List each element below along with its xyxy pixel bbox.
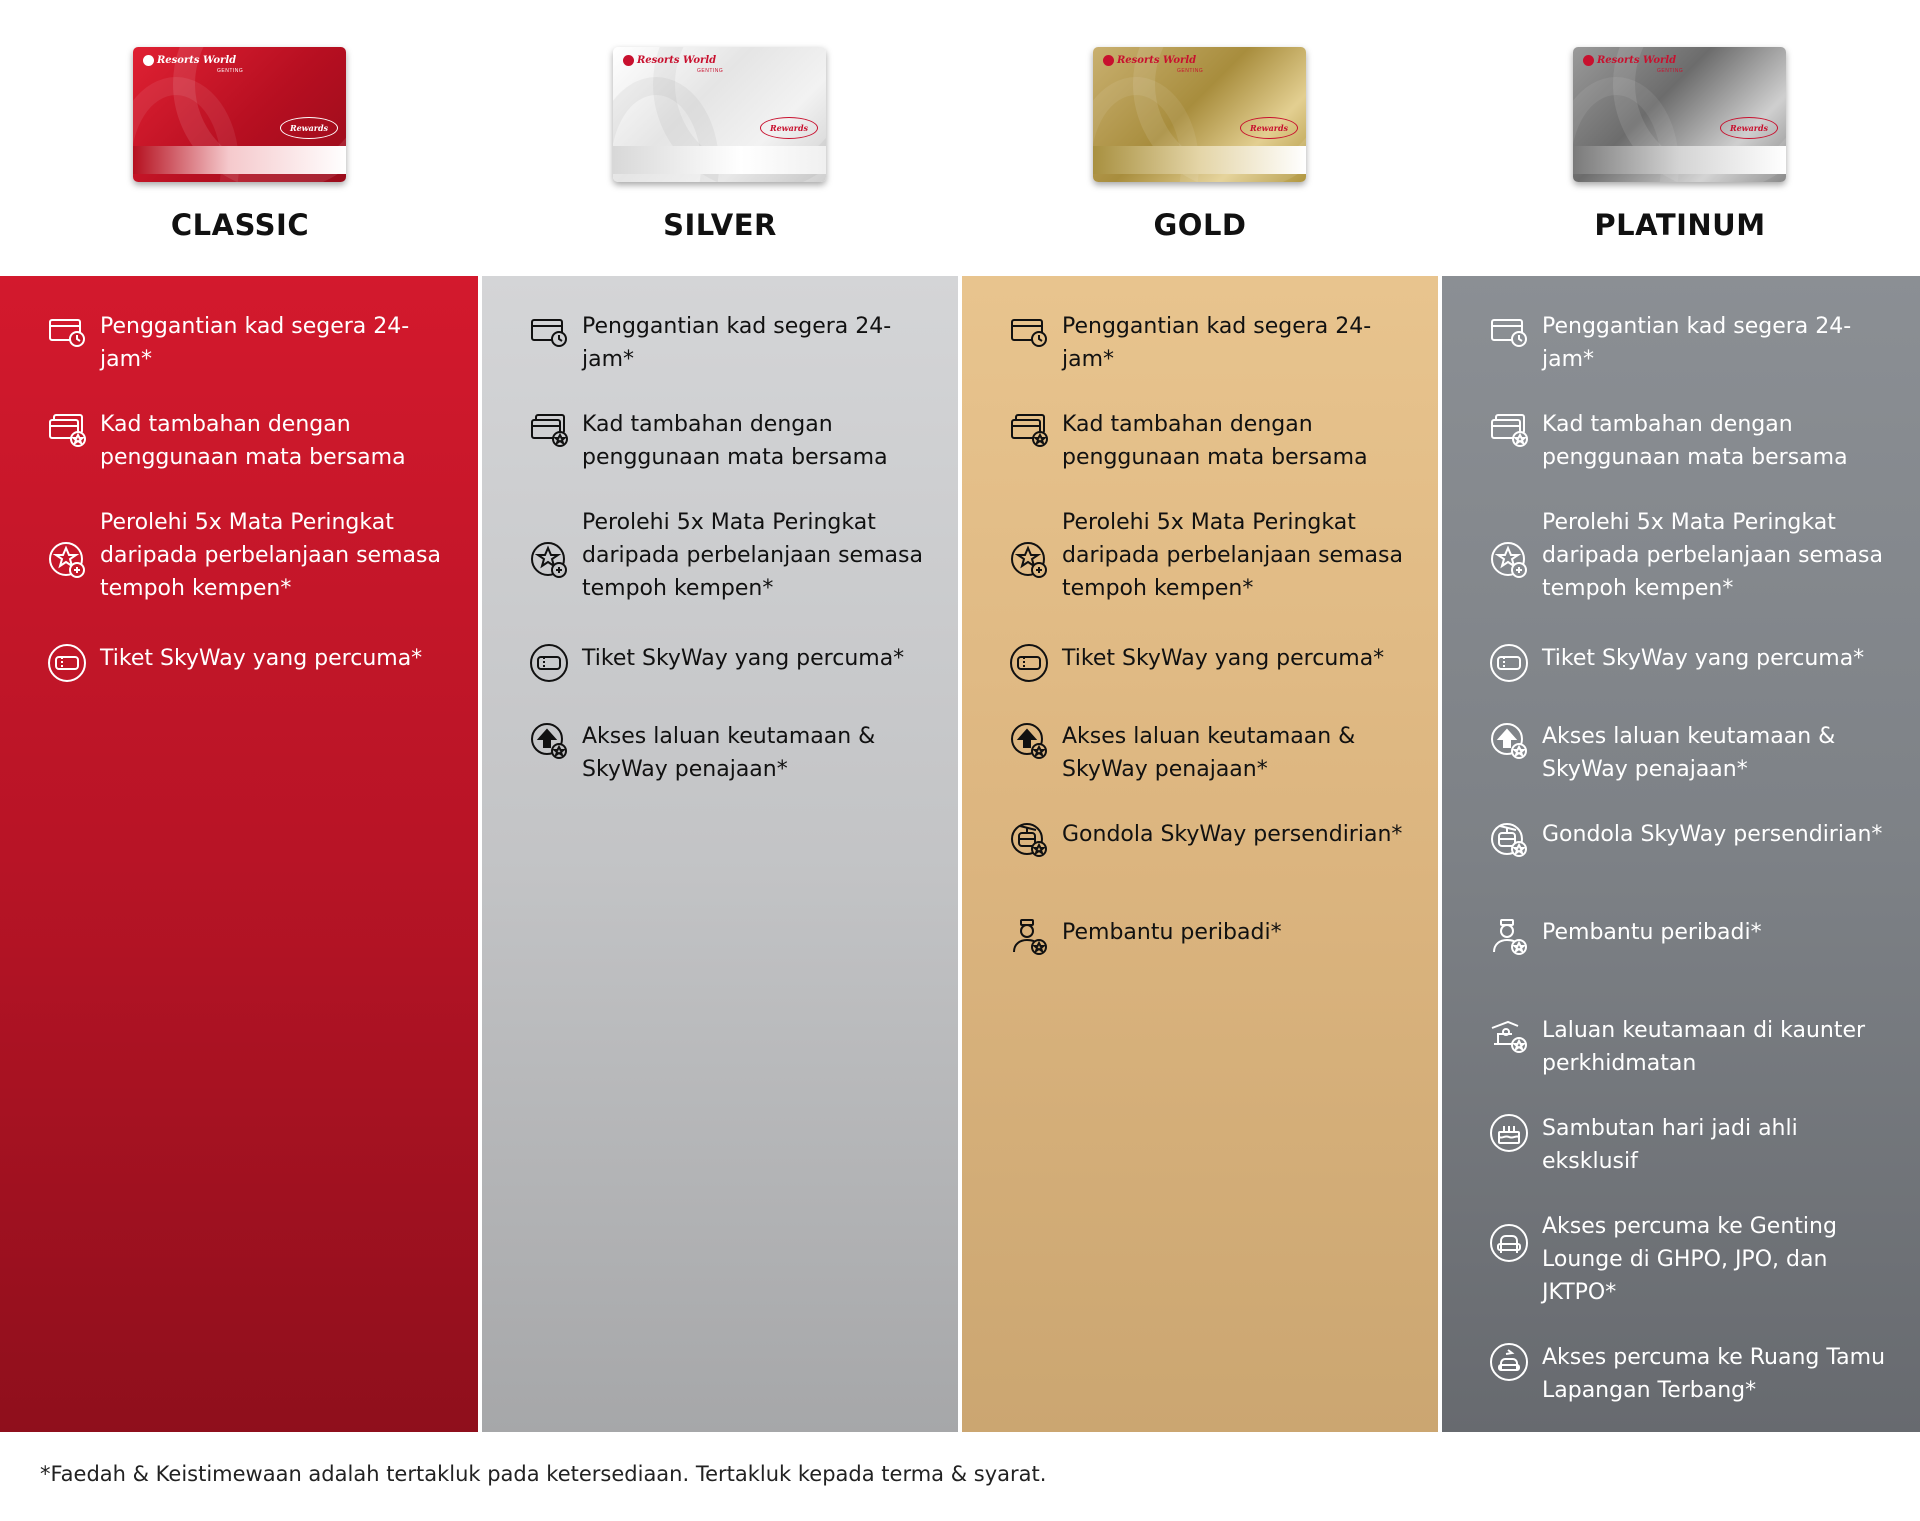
benefit-text: Tiket SkyWay yang percuma* (100, 646, 423, 671)
star-badge-icon (1488, 539, 1530, 581)
benefit-text: Perolehi 5x Mata Peringkat daripada perbelanjaan semasa tempoh kempen* (100, 510, 441, 601)
card-clock-icon (528, 310, 570, 352)
benefits-column-classic (0, 276, 478, 1432)
ticket-icon (1008, 642, 1050, 684)
ticket-icon (46, 642, 88, 684)
tier-header-classic (0, 0, 480, 276)
ticket-icon (1488, 642, 1530, 684)
benefit-text: Akses percuma ke Genting Lounge di GHPO, JPO, dan JKTPO* (1542, 1214, 1837, 1305)
concierge-icon (1488, 916, 1530, 958)
card-rewards-logo: Rewards (280, 117, 338, 139)
concierge-icon (1008, 916, 1050, 958)
benefits-column-gold (962, 276, 1438, 1432)
benefit-text: Perolehi 5x Mata Peringkat daripada perbelanjaan semasa tempoh kempen* (1542, 510, 1883, 601)
card-logo-sub: GENTING (1657, 68, 1684, 74)
airport-lounge-icon (1488, 1341, 1530, 1383)
star-badge-icon (46, 539, 88, 581)
terms-footnote: *Faedah & Keistimewaan adalah tertakluk pada ketersediaan. Tertakluk kepada terma & syarat. (40, 1462, 1047, 1486)
cards-star-icon (528, 408, 570, 450)
benefit-text: Penggantian kad segera 24-jam* (1062, 314, 1372, 372)
tier-header-silver (480, 0, 960, 276)
benefit-text: Perolehi 5x Mata Peringkat daripada perbelanjaan semasa tempoh kempen* (582, 510, 923, 601)
star-badge-icon (528, 539, 570, 581)
benefit-text: Kad tambahan dengan penggunaan mata bersama (1062, 412, 1368, 470)
gondola-icon (1488, 818, 1530, 860)
benefit-text: Akses laluan keutamaan & SkyWay penajaan* (582, 724, 876, 782)
benefit-text: Perolehi 5x Mata Peringkat daripada perbelanjaan semasa tempoh kempen* (1062, 510, 1403, 601)
card-rewards-logo: Rewards (1240, 117, 1298, 139)
ticket-icon (528, 642, 570, 684)
benefit-text: Tiket SkyWay yang percuma* (582, 646, 905, 671)
benefit-columns (0, 276, 1920, 1432)
tier-header-row (0, 0, 1920, 276)
benefit-text: Kad tambahan dengan penggunaan mata bersama (100, 412, 406, 470)
card-clock-icon (1008, 310, 1050, 352)
card-rewards-logo: Rewards (760, 117, 818, 139)
benefit-text: Tiket SkyWay yang percuma* (1062, 646, 1385, 671)
birthday-cake-icon (1488, 1112, 1530, 1154)
benefits-column-silver (482, 276, 958, 1432)
tier-name-gold: GOLD (1153, 208, 1247, 242)
gold-card-image (1093, 47, 1306, 182)
priority-arrow-icon (1488, 720, 1530, 762)
benefit-text: Akses laluan keutamaan & SkyWay penajaan* (1062, 724, 1356, 782)
card-logo: Resorts World (143, 55, 236, 66)
benefit-text: Akses percuma ke Ruang Tamu Lapangan Terbang* (1542, 1345, 1886, 1403)
cards-star-icon (1008, 408, 1050, 450)
silver-card-image (613, 47, 826, 182)
benefit-text: Kad tambahan dengan penggunaan mata bersama (1542, 412, 1848, 470)
star-badge-icon (1008, 539, 1050, 581)
benefit-text: Pembantu peribadi* (1062, 920, 1282, 945)
tier-header-gold (960, 0, 1440, 276)
card-rewards-logo: Rewards (1720, 117, 1778, 139)
cards-star-icon (46, 408, 88, 450)
card-logo: Resorts World (1583, 55, 1676, 66)
priority-arrow-icon (1008, 720, 1050, 762)
card-logo: Resorts World (623, 55, 716, 66)
benefit-text: Penggantian kad segera 24-jam* (100, 314, 410, 372)
benefit-text: Kad tambahan dengan penggunaan mata bersama (582, 412, 888, 470)
service-counter-icon (1488, 1014, 1530, 1056)
tier-name-silver: SILVER (663, 208, 777, 242)
card-clock-icon (46, 310, 88, 352)
benefit-text: Sambutan hari jadi ahli eksklusif (1542, 1116, 1798, 1174)
lounge-chair-icon (1488, 1222, 1530, 1264)
benefit-text: Penggantian kad segera 24-jam* (1542, 314, 1852, 372)
tier-name-platinum: PLATINUM (1594, 208, 1766, 242)
benefits-column-platinum (1442, 276, 1920, 1432)
benefit-text: Akses laluan keutamaan & SkyWay penajaan* (1542, 724, 1836, 782)
gondola-icon (1008, 818, 1050, 860)
benefit-text: Tiket SkyWay yang percuma* (1542, 646, 1865, 671)
card-logo: Resorts World (1103, 55, 1196, 66)
benefit-text: Pembantu peribadi* (1542, 920, 1762, 945)
card-logo-sub: GENTING (1177, 68, 1204, 74)
benefit-text: Penggantian kad segera 24-jam* (582, 314, 892, 372)
tier-header-platinum (1440, 0, 1920, 276)
benefit-text: Gondola SkyWay persendirian* (1542, 822, 1883, 847)
classic-card-image (133, 47, 346, 182)
benefit-text: Laluan keutamaan di kaunter perkhidmatan (1542, 1018, 1866, 1076)
tier-name-classic: CLASSIC (170, 208, 310, 242)
priority-arrow-icon (528, 720, 570, 762)
cards-star-icon (1488, 408, 1530, 450)
platinum-card-image (1573, 47, 1786, 182)
card-logo-sub: GENTING (697, 68, 724, 74)
card-logo-sub: GENTING (217, 68, 244, 74)
benefit-text: Gondola SkyWay persendirian* (1062, 822, 1403, 847)
card-clock-icon (1488, 310, 1530, 352)
